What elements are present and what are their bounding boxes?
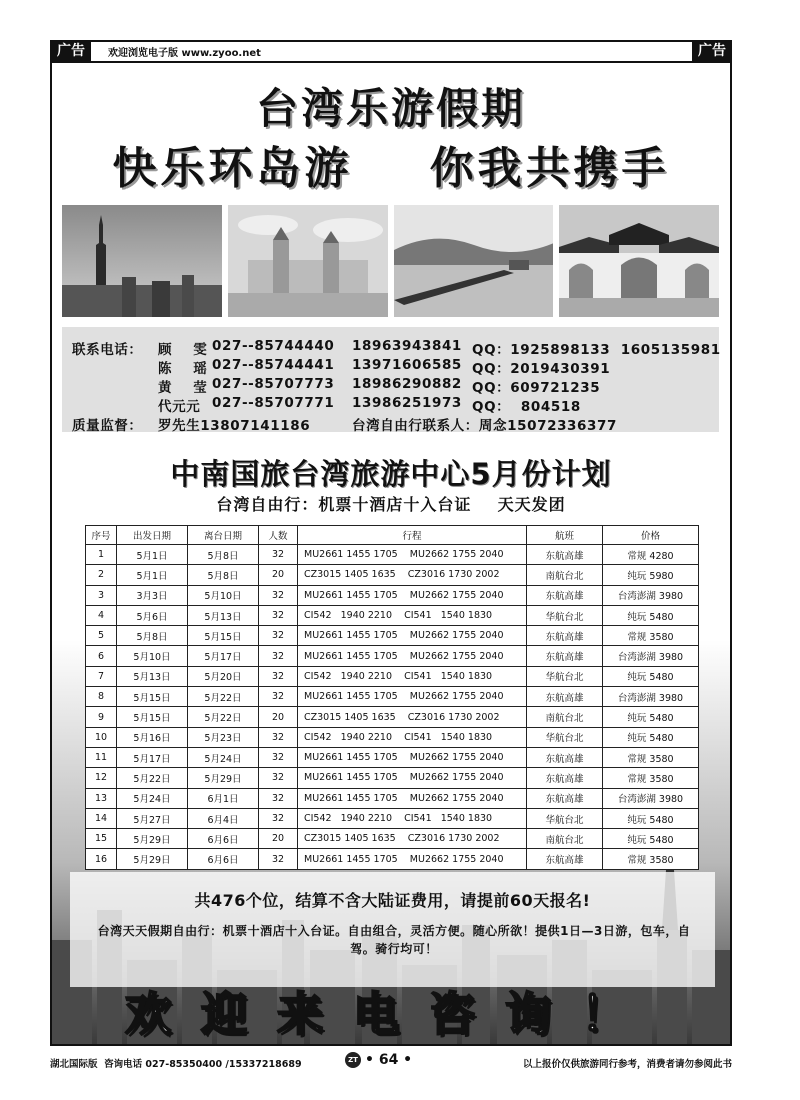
- page-number: • 64 •: [365, 1052, 413, 1068]
- cell-people: 32: [259, 747, 298, 767]
- cell-no: 10: [86, 727, 117, 747]
- cell-itinerary: MU2661 1455 1705 MU2662 1755 2040: [298, 849, 527, 869]
- header-divider: [50, 61, 732, 63]
- table-row: [86, 829, 699, 849]
- table-row: [86, 565, 699, 585]
- cell-no: 9: [86, 707, 117, 727]
- cell-depart: 5月15日: [117, 707, 188, 727]
- cell-price: 纯玩 5480: [603, 829, 699, 849]
- contact-mobile: 18963943841: [352, 338, 462, 354]
- contact-phone: 027--85707771: [212, 395, 335, 411]
- cell-people: 32: [259, 788, 298, 808]
- table-row: [86, 666, 699, 686]
- cell-people: 32: [259, 545, 298, 565]
- cell-no: 13: [86, 788, 117, 808]
- cell-people: 32: [259, 768, 298, 788]
- contact-label: 联系电话：: [72, 342, 143, 358]
- footer-disclaimer: 以上报价仅供旅游同行参考，消费者请勿参阅此书: [522, 1059, 732, 1070]
- table-row: [86, 545, 699, 565]
- cell-price: 纯玩 5980: [603, 565, 699, 585]
- cell-price: 常规 3580: [603, 626, 699, 646]
- cell-itinerary: CZ3015 1405 1635 CZ3016 1730 2002: [298, 565, 527, 585]
- photo-strip: [62, 205, 719, 317]
- cell-return: 6月1日: [188, 788, 259, 808]
- cell-price: 常规 3580: [603, 768, 699, 788]
- cell-no: 12: [86, 768, 117, 788]
- cell-price: 常规 3580: [603, 747, 699, 767]
- slogan: 快乐环岛游 你我共携手: [112, 143, 670, 194]
- cell-people: 20: [259, 829, 298, 849]
- cell-flight: 东航高雄: [527, 626, 603, 646]
- col-header-people: 人数: [259, 526, 298, 545]
- cell-price: 台湾澎湖 3980: [603, 788, 699, 808]
- cell-flight: 东航高雄: [527, 687, 603, 707]
- seat-note: 共476个位，结算不含大陆证费用，请提前60天报名!: [194, 891, 591, 910]
- cell-price: 常规 3580: [603, 849, 699, 869]
- cell-depart: 5月16日: [117, 727, 188, 747]
- table-row: [86, 605, 699, 625]
- cell-itinerary: MU2661 1455 1705 MU2662 1755 2040: [298, 747, 527, 767]
- contact-name: 代元元: [158, 399, 201, 415]
- cell-flight: 东航高雄: [527, 849, 603, 869]
- supervise-label: 质量监督：: [72, 418, 143, 434]
- cell-people: 32: [259, 808, 298, 828]
- cell-itinerary: MU2661 1455 1705 MU2662 1755 2040: [298, 768, 527, 788]
- cell-itinerary: CZ3015 1405 1635 CZ3016 1730 2002: [298, 829, 527, 849]
- contact-mobile: 13971606585: [352, 357, 462, 373]
- cell-depart: 5月24日: [117, 788, 188, 808]
- col-header-itinerary: 行程: [298, 526, 527, 545]
- cell-no: 16: [86, 849, 117, 869]
- cell-people: 32: [259, 585, 298, 605]
- cell-itinerary: MU2661 1455 1705 MU2662 1755 2040: [298, 545, 527, 565]
- schedule-table: [85, 525, 699, 870]
- col-header-depart: 出发日期: [117, 526, 188, 545]
- cell-depart: 5月27日: [117, 808, 188, 828]
- col-header-return: 离台日期: [188, 526, 259, 545]
- cell-people: 20: [259, 565, 298, 585]
- cell-return: 5月15日: [188, 626, 259, 646]
- logo-icon: ZT: [345, 1052, 361, 1068]
- cell-no: 8: [86, 687, 117, 707]
- cell-flight: 华航台北: [527, 727, 603, 747]
- cell-no: 2: [86, 565, 117, 585]
- table-header-row: [86, 526, 699, 545]
- cell-price: 纯玩 5480: [603, 605, 699, 625]
- cell-depart: 5月17日: [117, 747, 188, 767]
- cell-no: 11: [86, 747, 117, 767]
- cell-itinerary: MU2661 1455 1705 MU2662 1755 2040: [298, 585, 527, 605]
- contact-qq: QQ：609721235: [472, 380, 601, 396]
- cell-no: 14: [86, 808, 117, 828]
- table-row: [86, 747, 699, 767]
- cell-people: 32: [259, 849, 298, 869]
- cell-return: 5月20日: [188, 666, 259, 686]
- harbor-photo: [394, 205, 554, 317]
- table-row: [86, 585, 699, 605]
- table-row: [86, 646, 699, 666]
- cell-itinerary: MU2661 1455 1705 MU2662 1755 2040: [298, 788, 527, 808]
- supervise-contact: 罗先生13807141186: [158, 418, 311, 434]
- cell-price: 台湾澎湖 3980: [603, 687, 699, 707]
- cell-return: 6月6日: [188, 829, 259, 849]
- cell-no: 5: [86, 626, 117, 646]
- cell-depart: 5月8日: [117, 626, 188, 646]
- cell-depart: 3月3日: [117, 585, 188, 605]
- contact-name: 顾 雯: [158, 342, 208, 358]
- cell-return: 5月17日: [188, 646, 259, 666]
- cell-price: 纯玩 5480: [603, 707, 699, 727]
- cell-return: 5月24日: [188, 747, 259, 767]
- cell-people: 32: [259, 687, 298, 707]
- cell-return: 5月8日: [188, 565, 259, 585]
- contact-qq: QQ： 804518: [472, 399, 581, 415]
- cell-depart: 5月22日: [117, 768, 188, 788]
- cell-return: 5月23日: [188, 727, 259, 747]
- cell-return: 5月22日: [188, 687, 259, 707]
- cell-flight: 东航高雄: [527, 788, 603, 808]
- contact-name: 陈 瑶: [158, 361, 208, 377]
- col-header-no: 序号: [86, 526, 117, 545]
- cell-return: 6月4日: [188, 808, 259, 828]
- page-number-group: [345, 1052, 412, 1068]
- cell-depart: 5月29日: [117, 829, 188, 849]
- cell-people: 32: [259, 727, 298, 747]
- cell-price: 常规 4280: [603, 545, 699, 565]
- cell-price: 纯玩 5480: [603, 666, 699, 686]
- cell-price: 纯玩 5480: [603, 727, 699, 747]
- cell-depart: 5月15日: [117, 687, 188, 707]
- cell-flight: 东航高雄: [527, 585, 603, 605]
- cell-people: 32: [259, 666, 298, 686]
- cell-price: 台湾澎湖 3980: [603, 585, 699, 605]
- cell-people: 32: [259, 626, 298, 646]
- footer-contact: 湖北国际版 咨询电话 027-85350400 /15337218689: [50, 1059, 302, 1070]
- cell-return: 5月29日: [188, 768, 259, 788]
- cell-depart: 5月1日: [117, 545, 188, 565]
- contact-name: 黄 莹: [158, 380, 208, 396]
- castle-photo: [228, 205, 388, 317]
- cell-flight: 东航高雄: [527, 747, 603, 767]
- cell-depart: 5月1日: [117, 565, 188, 585]
- contact-mobile: 18986290882: [352, 376, 462, 392]
- cell-itinerary: MU2661 1455 1705 MU2662 1755 2040: [298, 646, 527, 666]
- table-row: [86, 727, 699, 747]
- cell-itinerary: MU2661 1455 1705 MU2662 1755 2040: [298, 626, 527, 646]
- contact-phone: 027--85744440: [212, 338, 335, 354]
- contact-qq: QQ：2019430391: [472, 361, 611, 377]
- free-travel-description: 台湾天天假期自由行：机票十酒店十入台证。自由组合，灵活方便。随心所欲！提供1日—3日游，包车，自驾。骑行均可！: [97, 924, 691, 956]
- table-row: [86, 808, 699, 828]
- contact-phone: 027--85707773: [212, 376, 335, 392]
- cell-people: 20: [259, 707, 298, 727]
- cell-flight: 南航台北: [527, 707, 603, 727]
- plan-title: 中南国旅台湾旅游中心5月份计划: [170, 457, 612, 491]
- cell-itinerary: MU2661 1455 1705 MU2662 1755 2040: [298, 687, 527, 707]
- memorial-gate-photo: [559, 205, 719, 317]
- cell-return: 6月6日: [188, 849, 259, 869]
- cell-no: 4: [86, 605, 117, 625]
- cell-return: 5月10日: [188, 585, 259, 605]
- main-title: 台湾乐游假期: [255, 84, 526, 133]
- cell-no: 7: [86, 666, 117, 686]
- self-travel-contact: 台湾自由行联系人：周念15072336377: [352, 418, 618, 434]
- cell-itinerary: CI542 1940 2210 CI541 1540 1830: [298, 727, 527, 747]
- ad-label-right: 广告: [692, 41, 732, 61]
- col-header-price: 价格: [603, 526, 699, 545]
- contact-qq: QQ：1925898133 1605135981: [472, 342, 721, 358]
- cell-flight: 华航台北: [527, 666, 603, 686]
- cell-no: 15: [86, 829, 117, 849]
- cell-people: 32: [259, 605, 298, 625]
- plan-subtitle: 台湾自由行：机票十酒店十入台证 天天发团: [216, 495, 566, 514]
- table-row: [86, 788, 699, 808]
- cell-flight: 东航高雄: [527, 646, 603, 666]
- cell-no: 6: [86, 646, 117, 666]
- cell-depart: 5月10日: [117, 646, 188, 666]
- cell-itinerary: CZ3015 1405 1635 CZ3016 1730 2002: [298, 707, 527, 727]
- cell-flight: 华航台北: [527, 808, 603, 828]
- contact-mobile: 13986251973: [352, 395, 462, 411]
- cell-flight: 南航台北: [527, 565, 603, 585]
- cell-depart: 5月6日: [117, 605, 188, 625]
- cell-itinerary: CI542 1940 2210 CI541 1540 1830: [298, 605, 527, 625]
- cell-depart: 5月29日: [117, 849, 188, 869]
- cell-price: 纯玩 5480: [603, 808, 699, 828]
- cell-itinerary: CI542 1940 2210 CI541 1540 1830: [298, 666, 527, 686]
- cell-return: 5月8日: [188, 545, 259, 565]
- cell-itinerary: CI542 1940 2210 CI541 1540 1830: [298, 808, 527, 828]
- welcome-call-banner: 欢迎来电咨询！: [125, 987, 657, 1041]
- table-row: [86, 626, 699, 646]
- cell-flight: 华航台北: [527, 605, 603, 625]
- table-row: [86, 849, 699, 869]
- table-row: [86, 687, 699, 707]
- cell-people: 32: [259, 646, 298, 666]
- cell-depart: 5月13日: [117, 666, 188, 686]
- site-url: 欢迎浏览电子版 www.zyoo.net: [108, 48, 261, 59]
- cell-price: 台湾澎湖 3980: [603, 646, 699, 666]
- cell-no: 3: [86, 585, 117, 605]
- cell-no: 1: [86, 545, 117, 565]
- cell-flight: 东航高雄: [527, 545, 603, 565]
- cell-flight: 东航高雄: [527, 768, 603, 788]
- taipei-101-photo: [62, 205, 222, 317]
- table-row: [86, 707, 699, 727]
- cell-return: 5月22日: [188, 707, 259, 727]
- table-row: [86, 768, 699, 788]
- contact-phone: 027--85744441: [212, 357, 335, 373]
- cell-return: 5月13日: [188, 605, 259, 625]
- col-header-flight: 航班: [527, 526, 603, 545]
- ad-label-left: 广告: [51, 41, 91, 61]
- cell-flight: 南航台北: [527, 829, 603, 849]
- page-footer: [50, 1052, 732, 1074]
